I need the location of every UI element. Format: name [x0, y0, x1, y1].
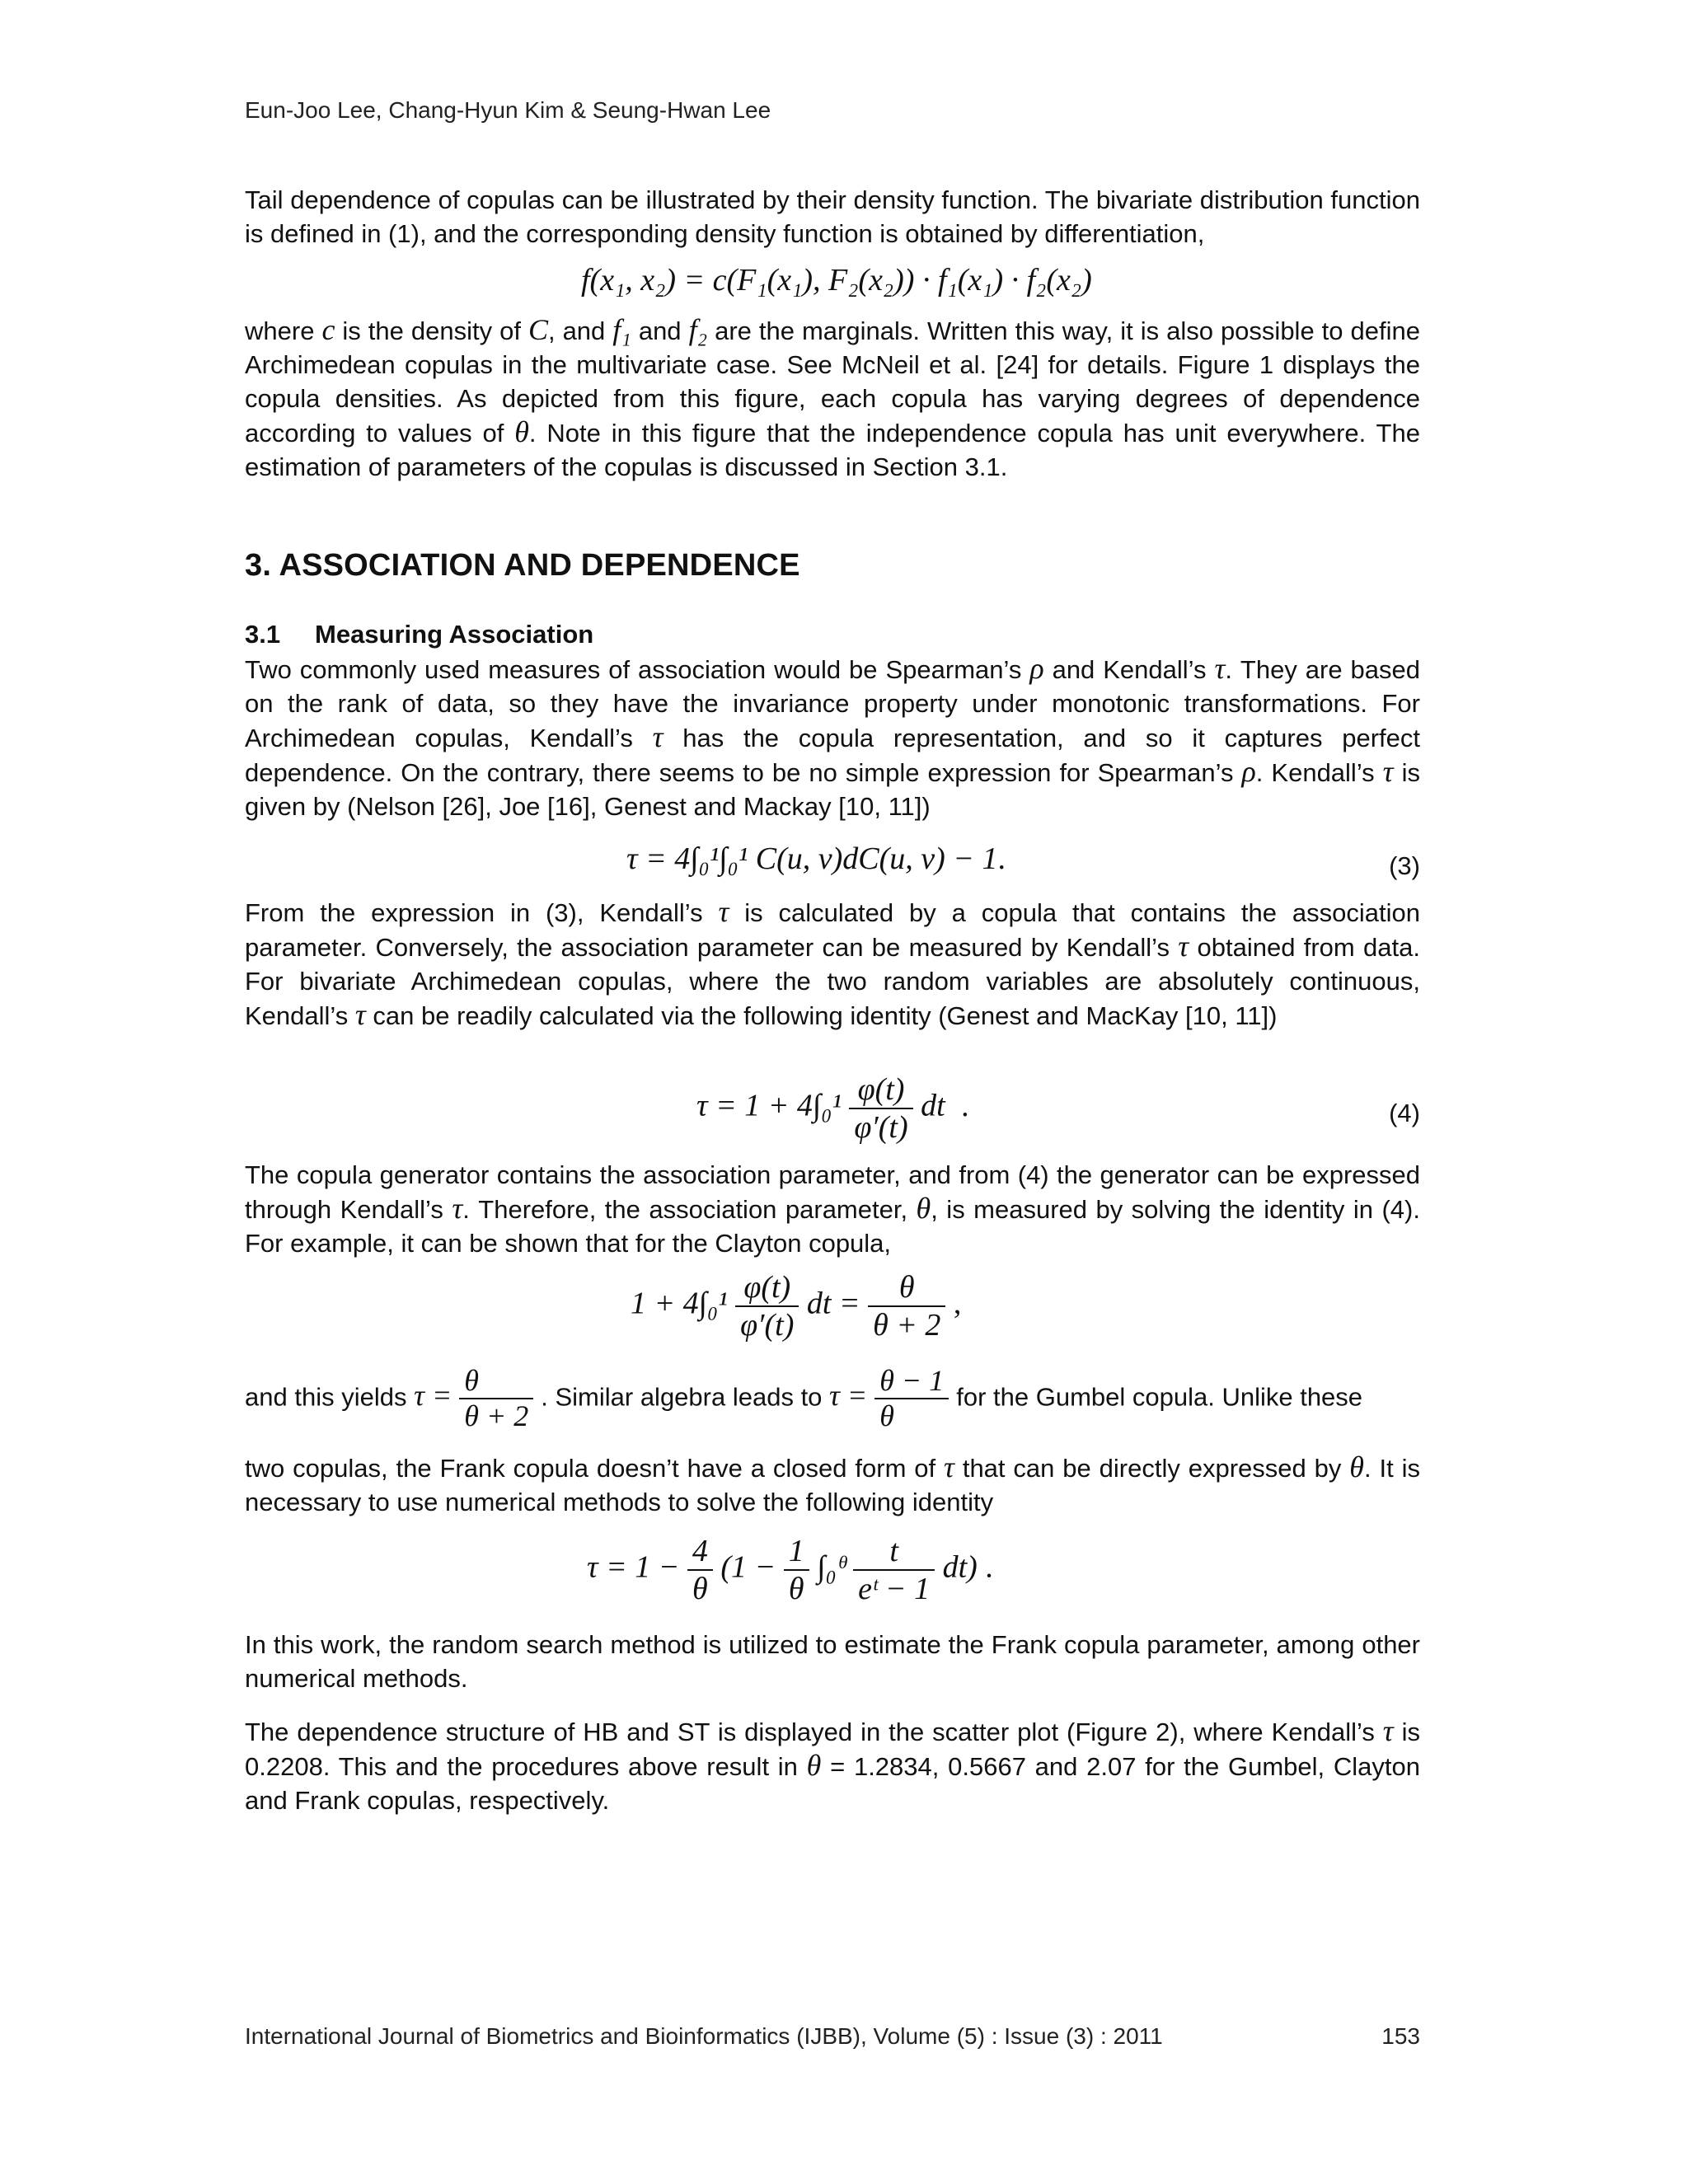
page-footer — [245, 2023, 1420, 2050]
text: can be readily calculated via the following identity (Genest and MacKay [10, 11]) — [373, 1001, 1278, 1030]
symbol-tau: τ — [1178, 930, 1189, 963]
fraction-denominator: eᵗ − 1 — [858, 1572, 931, 1606]
paragraph-dependence-structure — [245, 1714, 1420, 1817]
equation-lhs: τ = — [829, 1379, 868, 1413]
symbol-tau: τ — [1382, 755, 1394, 788]
paragraph-density-explanation — [245, 313, 1420, 484]
equation-kendall-tau — [626, 841, 1006, 877]
equation-density: f(x₁, x₂) = c(F₁(x₁), F₂(x₂)) · f₁(x₁) · f₂(x₂) — [581, 263, 1092, 298]
text: obtained from data. For bivariate Archimedean copulas, where the two random variables are absolutely continuous, Kendall’s — [245, 933, 1420, 1030]
running-header: Eun-Joo Lee, Chang-Hyun Kim & Seung-Hwan Lee — [245, 97, 771, 123]
text: and this yields — [245, 1382, 407, 1412]
fraction-numerator: φ(t) — [849, 1071, 912, 1109]
symbol-theta: θ — [806, 1749, 822, 1782]
fraction — [687, 1533, 713, 1607]
section-heading-association: 3. ASSOCIATION AND DEPENDENCE — [245, 548, 800, 583]
fraction-denominator: θ + 2 — [873, 1308, 941, 1343]
fraction-denominator: θ — [692, 1572, 708, 1606]
text: = 1.2834, 0.5667 and 2.07 for the Gumbel, Clayton and Frank copulas, respectively. — [245, 1752, 1420, 1815]
fraction — [874, 1364, 949, 1433]
equation-generator-identity — [696, 1071, 969, 1146]
equation-number-3: (3) — [1389, 851, 1420, 880]
text: Two commonly used measures of association would be Spearman’s — [245, 655, 1022, 684]
symbol-tau: τ — [452, 1192, 463, 1225]
symbol-theta: θ — [514, 415, 529, 448]
text: is the density of — [342, 316, 521, 345]
text: and — [638, 316, 682, 345]
symbol-theta: θ — [916, 1192, 931, 1225]
symbol-c: c — [321, 313, 335, 346]
text: is 0.2208. This and the procedures above result in — [245, 1718, 1420, 1781]
symbol-rho: ρ — [1241, 755, 1256, 788]
subsection-number: 3.1 — [245, 620, 281, 649]
fraction — [853, 1533, 935, 1607]
equation-frank-identity — [587, 1533, 993, 1607]
text: that can be directly expressed by — [962, 1454, 1342, 1483]
paragraph-clayton-gumbel-result — [245, 1364, 1420, 1433]
paragraph-association-measures — [245, 652, 1420, 823]
text: has the copula representation, and so it captures perfect dependence. On the contrary, there seems to be no simple expression for Spearman’s — [245, 724, 1420, 787]
text: . Kendall’s — [1255, 758, 1375, 787]
text: . Therefore, the association parameter, — [462, 1195, 908, 1224]
fraction — [868, 1269, 945, 1343]
text: The copula generator contains the association parameter, and from (4) the generator can be expressed through Kendall’s — [245, 1160, 1420, 1224]
text: . They are based on the rank of data, so they have the invariance property under monotonic transformations. For Archimedean copulas, Kendall’s — [245, 655, 1421, 752]
equation-lhs: 1 + 4∫₀¹ — [631, 1286, 728, 1321]
paragraph-density-intro: Tail dependence of copulas can be illustrated by their density function. The bivariate distribution function is defined in (1), and the corresponding density function is obtained by differentiation, — [245, 185, 1420, 248]
symbol-tau: τ — [944, 1451, 954, 1483]
symbol-tau: τ — [718, 895, 729, 928]
symbol-f1: f₁ — [612, 313, 631, 346]
symbol-tau: τ — [1382, 1714, 1394, 1747]
equation-comma: , — [953, 1286, 962, 1321]
inline-equation-gumbel-tau — [829, 1364, 956, 1432]
subsection-heading-measuring-association — [245, 620, 593, 649]
subsection-title: Measuring Association — [315, 620, 594, 649]
fraction-denominator: θ — [788, 1572, 804, 1606]
page-number: 153 — [1381, 2023, 1420, 2049]
fraction-denominator: θ — [879, 1399, 894, 1432]
text: for the Gumbel copula. Unlike these — [956, 1382, 1363, 1412]
equation-dot: . — [997, 841, 1006, 876]
fraction-denominator: φ′(t) — [740, 1308, 795, 1343]
fraction-numerator: θ — [868, 1269, 945, 1307]
fraction-numerator: θ − 1 — [874, 1364, 949, 1399]
symbol-C: C — [528, 313, 548, 346]
paragraph-frank — [245, 1451, 1420, 1519]
equation-lhs: τ = 1 + 4∫₀¹ — [696, 1088, 842, 1123]
fraction-numerator: 1 — [784, 1533, 809, 1571]
equation-dot: . — [961, 1088, 969, 1123]
fraction-numerator: φ(t) — [735, 1269, 799, 1307]
fraction-denominator: φ′(t) — [854, 1110, 908, 1145]
equation-mid: dt = — [806, 1286, 860, 1321]
equation-clayton-identity — [631, 1269, 961, 1343]
text: The dependence structure of HB and ST is displayed in the scatter plot (Figure 2), where Kendall’s — [245, 1718, 1375, 1746]
fraction-numerator: t — [853, 1533, 935, 1571]
text: . It is necessary to use numerical methods to solve the following identity — [245, 1454, 1420, 1516]
symbol-tau: τ — [652, 720, 663, 753]
text: . Note in this figure that the independence copula has unit everywhere. The estimation of parameters of the copulas is discussed in Section 3.1. — [245, 419, 1420, 481]
text: two copulas, the Frank copula doesn’t have a closed form of — [245, 1454, 936, 1483]
symbol-tau: τ — [1214, 652, 1226, 685]
fraction — [735, 1269, 799, 1343]
text: . Similar algebra leads to — [541, 1382, 823, 1412]
equation-body: τ = 4∫₀¹∫₀¹ C(u, v)dC(u, v) − 1 — [626, 841, 998, 876]
text: From the expression in (3), Kendall’s — [245, 898, 703, 927]
equation-rhs: dt — [921, 1088, 945, 1123]
text: is given by (Nelson [26], Joe [16], Genest and Mackay [10, 11]) — [245, 758, 1420, 821]
equation-integral: ∫₀ᶿ — [817, 1549, 846, 1585]
fraction — [459, 1364, 533, 1433]
journal-citation: International Journal of Biometrics and Bioinformatics (IJBB), Volume (5) : Issue (3) : 2011 — [245, 2023, 1163, 2049]
paragraph-generator — [245, 1158, 1420, 1260]
equation-end: dt) — [942, 1549, 978, 1585]
fraction — [784, 1533, 809, 1607]
fraction-numerator: 4 — [687, 1533, 713, 1571]
symbol-f2: f₂ — [688, 313, 708, 346]
equation-number-4: (4) — [1389, 1099, 1420, 1127]
symbol-rho: ρ — [1029, 652, 1044, 685]
text: are the marginals. Written this way, it is also possible to define Archimedean copulas in the multivariate case. See McNeil et al. [24] for details. Figure 1 displays the copula densities. As depicted from this figure, each copula has varying degrees of dependence according to values of — [245, 316, 1420, 448]
paragraph-random-search: In this work, the random search method is utilized to estimate the Frank copula parameter, among other numerical methods. — [245, 1630, 1420, 1693]
text: , is measured by solving the identity in (4). For example, it can be shown that for the Clayton copula, — [245, 1195, 1420, 1258]
text: and Kendall’s — [1052, 655, 1207, 684]
fraction-numerator: θ — [459, 1364, 533, 1399]
equation-dot: . — [985, 1549, 993, 1585]
fraction — [849, 1071, 912, 1146]
text: is calculated by a copula that contains the association parameter. Conversely, the association parameter can be measured by Kendall’s — [245, 898, 1420, 962]
equation-lhs: τ = — [414, 1379, 452, 1413]
symbol-tau: τ — [354, 998, 366, 1031]
equation-mid: (1 − — [720, 1549, 776, 1585]
paragraph-kendall-identity — [245, 895, 1420, 1033]
fraction-denominator: θ + 2 — [464, 1399, 529, 1432]
equation-lhs: τ = 1 − — [587, 1549, 680, 1585]
text: , and — [547, 316, 606, 345]
symbol-theta: θ — [1349, 1451, 1364, 1483]
text: where — [245, 316, 315, 345]
